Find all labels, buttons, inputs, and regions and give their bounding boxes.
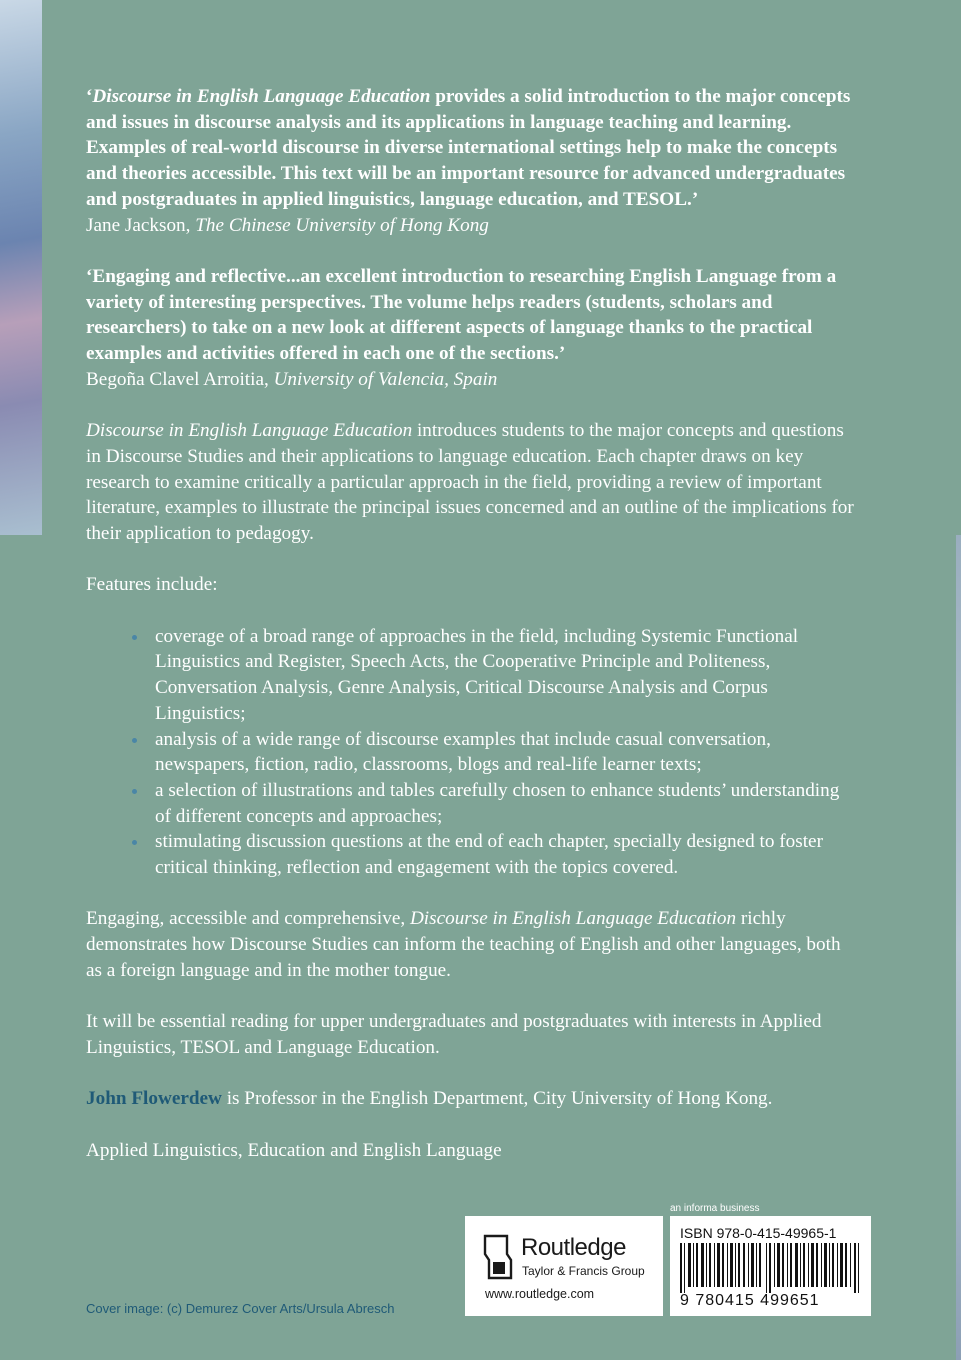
review-1-attribution	[86, 213, 856, 239]
reviewer-name: Begoña Clavel Arroitia,	[86, 368, 274, 390]
cover-image-credit: Cover image: (c) Demurez Cover Arts/Ursula Abresch	[86, 1301, 395, 1316]
book-title: Discourse in English Language Education	[409, 908, 737, 930]
reviewer-affiliation: The Chinese University of Hong Kong	[195, 214, 489, 236]
close-quote: ’	[691, 188, 699, 210]
review-2-attribution	[86, 367, 856, 393]
book-title: Discourse in English Language Education	[92, 86, 431, 107]
audience-paragraph: It will be essential reading for upper undergraduates and postgraduates with interests in Applied Linguistics, TESOL and Language Education.	[86, 1011, 822, 1058]
publisher-name: Routledge	[521, 1234, 626, 1261]
back-cover-text	[86, 84, 856, 1163]
bullet-icon	[132, 789, 137, 794]
isbn-barcode-box	[670, 1216, 871, 1316]
summary-paragraph: Engaging, accessible and comprehensive, Discourse in English Language Education richly demonstrates how Discourse Studies can inform the teaching of English and other languages, both as a foreign language and in the mother tongue.	[86, 908, 841, 981]
barcode-icon	[678, 1243, 862, 1293]
list-item: stimulating discussion questions at the end of each chapter, specially designed to foster critical thinking, reflection and engagement with the topics covered.	[86, 829, 856, 880]
author-name: John Flowerdew	[86, 1088, 222, 1110]
features-list	[86, 624, 856, 881]
bullet-icon	[132, 840, 137, 845]
author-bio-text: is Professor in the English Department, City University of Hong Kong.	[221, 1088, 773, 1110]
informa-tagline: an informa business	[670, 1203, 760, 1214]
reviewer-affiliation: University of Valencia, Spain	[273, 368, 498, 390]
list-item: coverage of a broad range of approaches in the field, including Systemic Functional Linguistics and Register, Speech Acts, the Cooperative Principle and Politeness, Conversation Analysis, Genre Analysis, Critical Discourse Analysis and Corpus Linguistics;	[86, 624, 856, 727]
features-heading: Features include:	[86, 574, 218, 596]
reviewer-name: Jane Jackson,	[86, 214, 196, 236]
cover-art-strip	[0, 0, 42, 535]
spine-edge	[956, 535, 961, 1360]
bullet-icon	[132, 635, 137, 640]
barcode-number: 9 780415 499651	[680, 1292, 820, 1309]
publisher-group: Taylor & Francis Group	[522, 1264, 645, 1278]
bullet-icon	[132, 738, 137, 743]
description-text: introduces students to the major concepts and questions in Discourse Studies and their applications to language education. Each chapter draws on key research to examine critically a particular approach in the field, providing a review of important literature, examples to illustrate the principal issues concerned and an outline of the implications for their application to pedagogy.	[86, 420, 854, 544]
book-title: Discourse in English Language Education	[86, 420, 413, 442]
isbn-label: ISBN 978-0-415-49965-1	[680, 1225, 837, 1241]
review-quote-2: ‘Engaging and reflective...an excellent introduction to researching English Language from a variety of interesting perspectives. The volume helps readers (students, scholars and researchers) to take on a new look at different aspects of language thanks to the practical examples and activities offered in each one of the sections.’	[86, 265, 837, 365]
review-quote-1	[86, 84, 856, 213]
list-item: a selection of illustrations and tables carefully chosen to enhance students’ understanding of different concepts and approaches;	[86, 778, 856, 829]
publisher-url: www.routledge.com	[485, 1287, 595, 1301]
routledge-logo-icon	[483, 1234, 513, 1280]
open-quote: ‘	[86, 86, 93, 107]
book-description	[86, 418, 856, 547]
subject-categories: Applied Linguistics, Education and English Language	[86, 1139, 502, 1161]
list-item: analysis of a wide range of discourse examples that include casual conversation, newspapers, fiction, radio, classrooms, blogs and real-life learner texts;	[86, 727, 856, 778]
publisher-logo-box	[465, 1216, 663, 1316]
author-bio	[86, 1086, 856, 1112]
review-1-text: provides a solid introduction to the major concepts and issues in discourse analysis and its applications in language teaching and learning. Examples of real-world discourse in diverse international settings help to make the concepts and theories accessible. This text will be an important resource for advanced undergraduates and postgraduates in applied linguistics, language education, and TESOL.	[86, 86, 851, 210]
